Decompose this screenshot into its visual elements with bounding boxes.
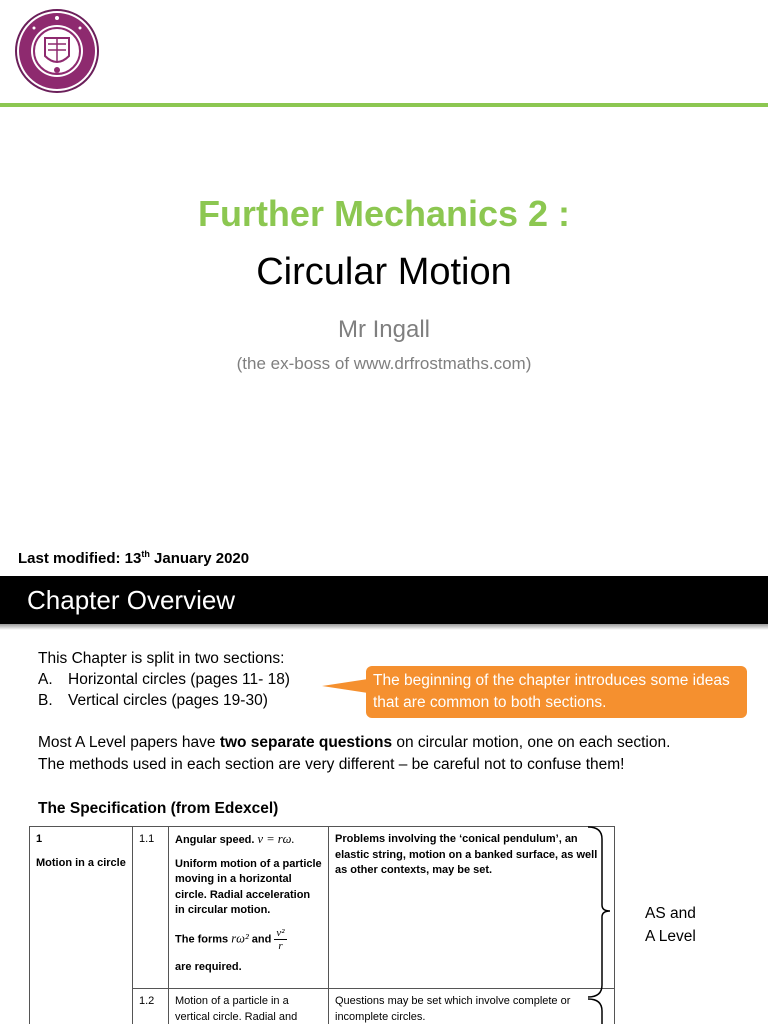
last-modified-date: January 2020 (149, 550, 250, 567)
ref-cell: 1.2 (133, 989, 169, 1024)
angular-speed-formula: v = rω. (257, 832, 295, 846)
author-name: Mr Ingall (337, 316, 431, 343)
papers-paragraph (38, 732, 670, 776)
callout-box: The beginning of the chapter introduces some ideas that are common to both sections. (366, 666, 747, 718)
chapter-overview-slide (0, 576, 768, 1024)
guidance-cell: Problems involving the ‘conical pendulum’, an elastic string, motion on a banked surface, as well as other contexts, may be set. (329, 827, 615, 989)
content-title-line (175, 832, 322, 849)
level-label-line-2: A Level (645, 928, 696, 945)
frac-denominator: r (278, 939, 283, 952)
form-v-squared-over-r (274, 927, 286, 952)
forms-prefix: The forms (175, 932, 229, 945)
intro-line: This Chapter is split in two sections: (38, 650, 285, 667)
author-note: (the ex-boss of www.drfrostmaths.com) (236, 354, 532, 373)
section-label: A. (38, 671, 53, 688)
chapter-intro (38, 648, 290, 711)
forms-mid: and (251, 932, 272, 945)
slide-subtitle: Circular Motion (256, 251, 512, 293)
last-modified-label: Last modified: 13 (18, 550, 142, 567)
section-label: B. (38, 692, 53, 709)
form-r-omega-squared: rω² (231, 930, 249, 945)
content-cell (169, 827, 329, 989)
ref-cell: 1.1 (133, 827, 169, 989)
callout-pointer (322, 679, 368, 693)
school-crest-logo (14, 8, 100, 94)
level-label (645, 902, 696, 948)
content-required: are required. (175, 960, 242, 973)
content-title: Angular speed. (175, 834, 255, 846)
content-cell: Motion of a particle in a vertical circle. Radial and (169, 989, 329, 1024)
spec-heading: The Specification (from Edexcel) (38, 800, 279, 817)
specification-table (29, 826, 615, 1024)
header-bar (0, 576, 768, 624)
paragraph-line-2: The methods used in each section are very different – be careful not to confuse them! (38, 756, 625, 773)
content-forms (175, 927, 322, 952)
green-divider (0, 103, 768, 107)
para-start: Most A Level papers have (38, 734, 220, 751)
section-text: Vertical circles (pages 19-30) (68, 692, 268, 709)
header-title: Chapter Overview (27, 585, 236, 615)
section-item-a (38, 669, 290, 690)
section-text: Horizontal circles (pages 11- 18) (68, 671, 290, 688)
slide-title: Further Mechanics 2 : (197, 193, 571, 234)
section-item-b (38, 690, 290, 711)
paragraph-line-1 (38, 732, 670, 754)
topic-cell (30, 827, 133, 1024)
frac-numerator: v² (276, 926, 285, 939)
topic-name: Motion in a circle (36, 856, 126, 869)
header-shadow (0, 624, 768, 630)
last-modified-suffix: th (141, 549, 150, 559)
table-row (30, 827, 615, 989)
guidance-cell: Questions may be set which involve complete or incomplete circles. (329, 989, 615, 1024)
para-bold: two separate questions (219, 734, 393, 751)
topic-number: 1 (36, 833, 43, 845)
last-modified (18, 549, 249, 567)
level-label-line-1: AS and (645, 905, 696, 922)
right-brace-icon (586, 825, 616, 1024)
content-body: Uniform motion of a particle moving in a horizontal circle. Radial acceleration in circular motion. (175, 857, 322, 916)
para-end: on circular motion, one on each section. (392, 734, 671, 751)
